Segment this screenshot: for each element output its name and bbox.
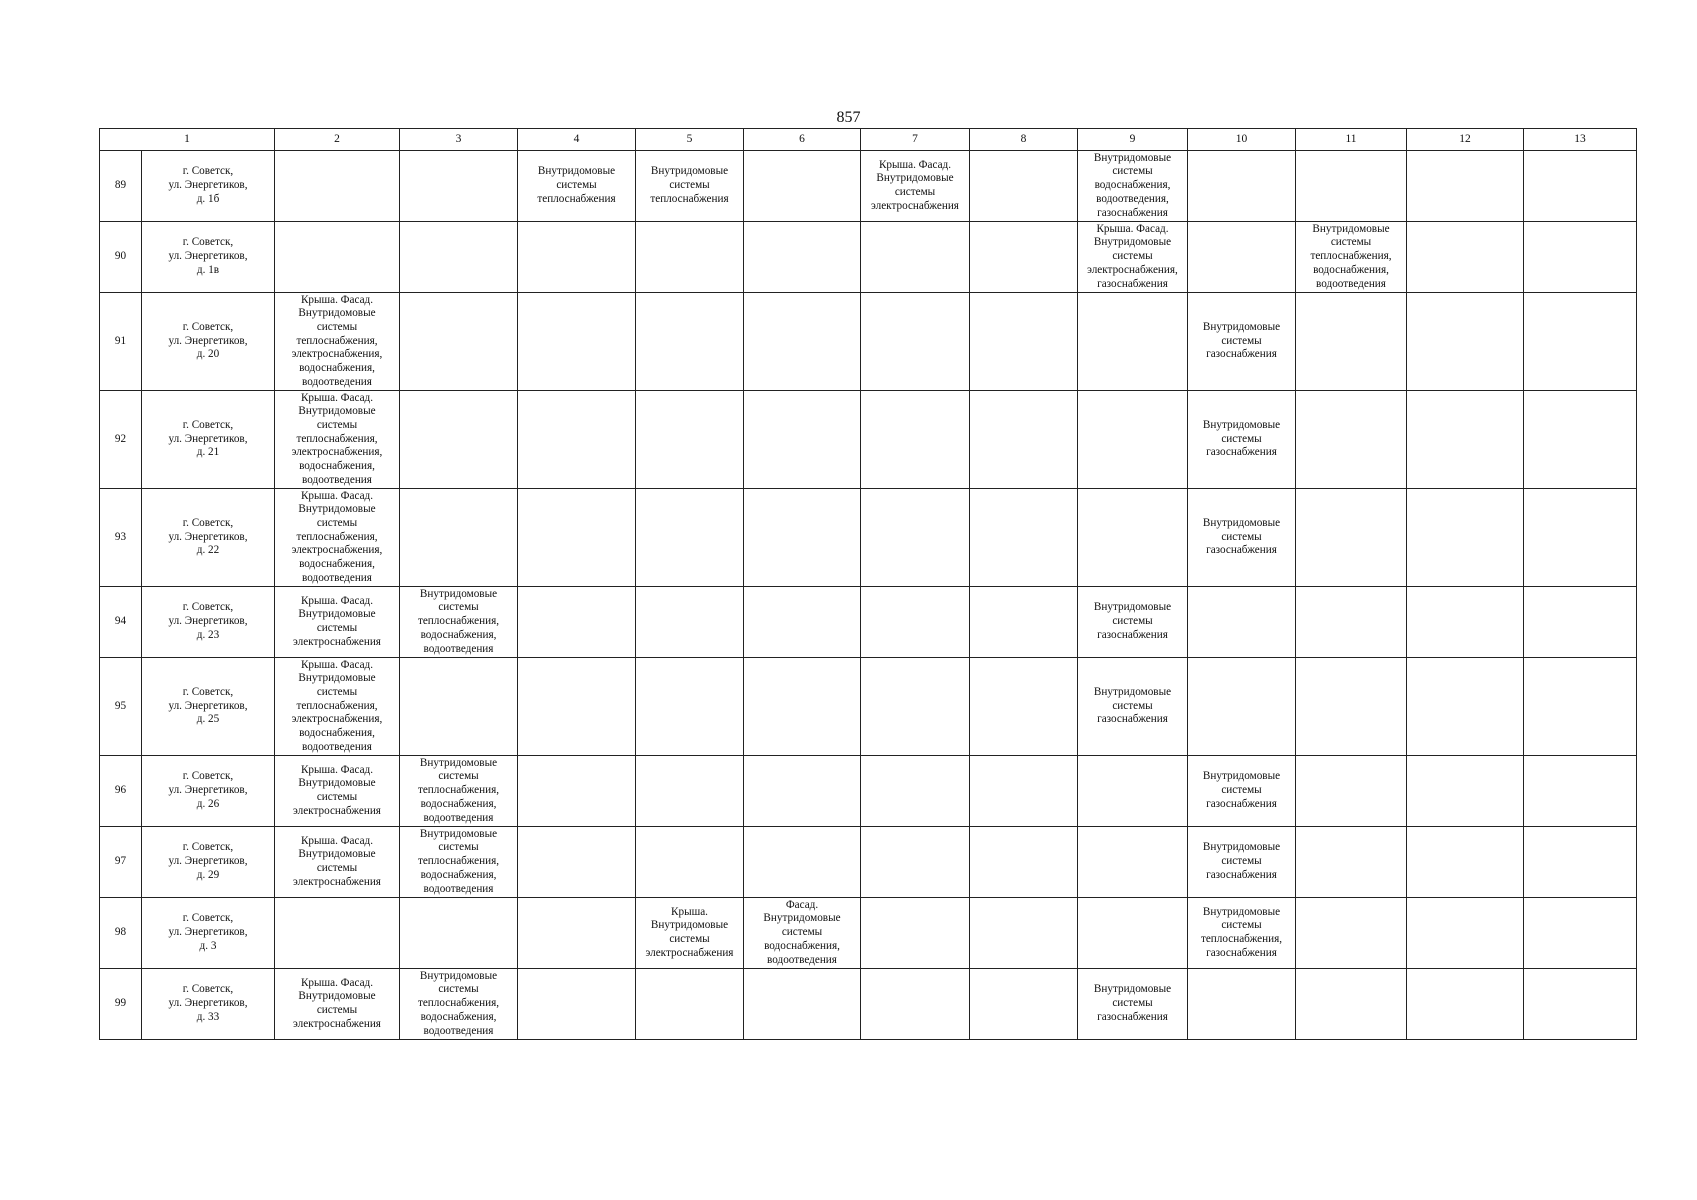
work-cell (861, 293, 970, 391)
work-cell (970, 898, 1078, 969)
work-cell (1296, 658, 1407, 756)
work-cell (1078, 827, 1188, 898)
address-cell: г. Советск, ул. Энергетиков, д. 29 (142, 827, 275, 898)
work-cell (744, 489, 861, 587)
work-cell (518, 391, 636, 489)
work-cell (1296, 587, 1407, 658)
work-cell (1296, 898, 1407, 969)
work-cell (970, 222, 1078, 293)
work-cell (1524, 969, 1637, 1040)
address-cell: г. Советск, ул. Энергетиков, д. 22 (142, 489, 275, 587)
work-cell (1524, 151, 1637, 222)
work-cell (1078, 489, 1188, 587)
work-cell: Внутридомовые системы газоснабжения (1188, 756, 1296, 827)
row-number: 91 (100, 293, 142, 391)
work-cell (861, 587, 970, 658)
address-cell: г. Советск, ул. Энергетиков, д. 1в (142, 222, 275, 293)
work-cell: Внутридомовые системы газоснабжения (1078, 969, 1188, 1040)
work-cell (970, 658, 1078, 756)
table-body (100, 151, 1637, 1040)
table-row (100, 391, 1637, 489)
work-cell: Внутридомовые системы теплоснабжения (636, 151, 744, 222)
work-cell (744, 293, 861, 391)
work-cell: Крыша. Внутридомовые системы электроснабжения (636, 898, 744, 969)
work-cell (1296, 756, 1407, 827)
work-cell (518, 827, 636, 898)
column-number: 4 (518, 129, 636, 151)
work-cell (744, 827, 861, 898)
work-cell (636, 969, 744, 1040)
work-cell (1078, 756, 1188, 827)
work-cell: Внутридомовые системы теплоснабжения, водоснабжения, водоотведения (400, 756, 518, 827)
work-cell: Крыша. Фасад. Внутридомовые системы электроснабжения (275, 756, 400, 827)
work-cell (1188, 151, 1296, 222)
work-cell (275, 222, 400, 293)
work-cell (518, 587, 636, 658)
column-number: 2 (275, 129, 400, 151)
column-number: 10 (1188, 129, 1296, 151)
row-number: 93 (100, 489, 142, 587)
work-cell: Внутридомовые системы газоснабжения (1188, 391, 1296, 489)
work-cell (861, 756, 970, 827)
work-cell: Внутридомовые системы теплоснабжения, водоснабжения, водоотведения (400, 827, 518, 898)
address-cell: г. Советск, ул. Энергетиков, д. 33 (142, 969, 275, 1040)
work-cell: Внутридомовые системы газоснабжения (1188, 827, 1296, 898)
address-cell: г. Советск, ул. Энергетиков, д. 1б (142, 151, 275, 222)
repair-schedule-table (99, 128, 1637, 1040)
work-cell (1407, 658, 1524, 756)
work-cell (1296, 391, 1407, 489)
work-cell (636, 658, 744, 756)
work-cell: Внутридомовые системы газоснабжения (1188, 293, 1296, 391)
work-cell (400, 898, 518, 969)
table-row (100, 658, 1637, 756)
table-row (100, 969, 1637, 1040)
row-number: 97 (100, 827, 142, 898)
work-cell: Внутридомовые системы теплоснабжения, газоснабжения (1188, 898, 1296, 969)
work-cell (1407, 587, 1524, 658)
work-cell (970, 827, 1078, 898)
work-cell: Крыша. Фасад. Внутридомовые системы теплоснабжения, электроснабжения, водоснабжения, водоотведения (275, 293, 400, 391)
work-cell (861, 898, 970, 969)
work-cell (1407, 898, 1524, 969)
address-cell: г. Советск, ул. Энергетиков, д. 20 (142, 293, 275, 391)
work-cell: Крыша. Фасад. Внутридомовые системы теплоснабжения, электроснабжения, водоснабжения, водоотведения (275, 391, 400, 489)
column-number: 12 (1407, 129, 1524, 151)
column-number: 11 (1296, 129, 1407, 151)
table-row (100, 756, 1637, 827)
work-cell (1407, 222, 1524, 293)
work-cell (1188, 222, 1296, 293)
work-cell (1296, 489, 1407, 587)
work-cell (400, 151, 518, 222)
work-cell: Внутридомовые системы газоснабжения (1188, 489, 1296, 587)
column-number: 13 (1524, 129, 1637, 151)
work-cell (1407, 489, 1524, 587)
work-cell (744, 587, 861, 658)
work-cell: Внутридомовые системы теплоснабжения, водоснабжения, водоотведения (400, 969, 518, 1040)
work-cell (744, 222, 861, 293)
work-cell (518, 898, 636, 969)
work-cell (1078, 898, 1188, 969)
work-cell (400, 489, 518, 587)
work-cell (400, 222, 518, 293)
row-number: 90 (100, 222, 142, 293)
work-cell (400, 391, 518, 489)
work-cell (970, 391, 1078, 489)
work-cell (636, 293, 744, 391)
work-cell (861, 827, 970, 898)
work-cell (861, 391, 970, 489)
work-cell (1524, 898, 1637, 969)
work-cell (1407, 756, 1524, 827)
work-cell (744, 969, 861, 1040)
column-number: 1 (100, 129, 275, 151)
work-cell (744, 151, 861, 222)
row-number: 92 (100, 391, 142, 489)
work-cell: Фасад. Внутридомовые системы водоснабжения, водоотведения (744, 898, 861, 969)
work-cell: Внутридомовые системы водоснабжения, водоотведения, газоснабжения (1078, 151, 1188, 222)
work-cell (970, 587, 1078, 658)
address-cell: г. Советск, ул. Энергетиков, д. 23 (142, 587, 275, 658)
column-number: 9 (1078, 129, 1188, 151)
work-cell (1524, 658, 1637, 756)
work-cell: Крыша. Фасад. Внутридомовые системы электроснабжения (275, 827, 400, 898)
address-cell: г. Советск, ул. Энергетиков, д. 21 (142, 391, 275, 489)
work-cell: Внутридомовые системы теплоснабжения (518, 151, 636, 222)
work-cell: Внутридомовые системы теплоснабжения, водоснабжения, водоотведения (400, 587, 518, 658)
table-row (100, 222, 1637, 293)
work-cell (1188, 587, 1296, 658)
work-cell: Крыша. Фасад. Внутридомовые системы теплоснабжения, электроснабжения, водоснабжения, водоотведения (275, 658, 400, 756)
work-cell (1296, 151, 1407, 222)
column-number: 5 (636, 129, 744, 151)
work-cell: Крыша. Фасад. Внутридомовые системы электроснабжения, газоснабжения (1078, 222, 1188, 293)
work-cell (636, 827, 744, 898)
work-cell (636, 391, 744, 489)
work-cell (275, 898, 400, 969)
work-cell (1407, 293, 1524, 391)
column-number: 7 (861, 129, 970, 151)
work-cell (970, 489, 1078, 587)
work-cell (1188, 658, 1296, 756)
row-number: 98 (100, 898, 142, 969)
address-cell: г. Советск, ул. Энергетиков, д. 26 (142, 756, 275, 827)
column-number: 3 (400, 129, 518, 151)
work-cell (1524, 222, 1637, 293)
work-cell (1524, 489, 1637, 587)
work-cell (518, 222, 636, 293)
work-cell (1296, 293, 1407, 391)
work-cell (744, 391, 861, 489)
work-cell: Крыша. Фасад. Внутридомовые системы электроснабжения (275, 587, 400, 658)
work-cell (970, 151, 1078, 222)
column-number-row (100, 129, 1637, 151)
work-cell (1407, 827, 1524, 898)
work-cell (518, 756, 636, 827)
work-cell (1524, 827, 1637, 898)
work-cell (1524, 391, 1637, 489)
work-cell: Крыша. Фасад. Внутридомовые системы электроснабжения (861, 151, 970, 222)
work-cell (1407, 151, 1524, 222)
work-cell: Крыша. Фасад. Внутридомовые системы электроснабжения (275, 969, 400, 1040)
table-row (100, 827, 1637, 898)
work-cell (1296, 827, 1407, 898)
column-number: 6 (744, 129, 861, 151)
work-cell (970, 293, 1078, 391)
work-cell (1524, 293, 1637, 391)
work-cell (744, 756, 861, 827)
work-cell (1296, 969, 1407, 1040)
page-number: 857 (836, 109, 861, 126)
work-cell (518, 489, 636, 587)
work-cell (861, 658, 970, 756)
address-cell: г. Советск, ул. Энергетиков, д. 3 (142, 898, 275, 969)
table-row (100, 587, 1637, 658)
work-cell (1078, 293, 1188, 391)
address-cell: г. Советск, ул. Энергетиков, д. 25 (142, 658, 275, 756)
work-cell: Внутридомовые системы газоснабжения (1078, 587, 1188, 658)
table-row (100, 151, 1637, 222)
work-cell: Крыша. Фасад. Внутридомовые системы теплоснабжения, электроснабжения, водоснабжения, водоотведения (275, 489, 400, 587)
column-number: 8 (970, 129, 1078, 151)
table-row (100, 898, 1637, 969)
row-number: 99 (100, 969, 142, 1040)
work-cell (518, 969, 636, 1040)
work-cell (1078, 391, 1188, 489)
row-number: 89 (100, 151, 142, 222)
row-number: 95 (100, 658, 142, 756)
work-cell (1524, 587, 1637, 658)
work-cell (518, 658, 636, 756)
work-cell (861, 222, 970, 293)
work-cell (636, 222, 744, 293)
work-cell (636, 756, 744, 827)
row-number: 96 (100, 756, 142, 827)
work-cell: Внутридомовые системы теплоснабжения, водоснабжения, водоотведения (1296, 222, 1407, 293)
work-cell (861, 489, 970, 587)
work-cell (1407, 391, 1524, 489)
work-cell (1407, 969, 1524, 1040)
table-row (100, 293, 1637, 391)
work-cell (1524, 756, 1637, 827)
work-cell (636, 489, 744, 587)
work-cell (636, 587, 744, 658)
work-cell (861, 969, 970, 1040)
row-number: 94 (100, 587, 142, 658)
work-cell (400, 658, 518, 756)
work-cell (970, 969, 1078, 1040)
work-cell (970, 756, 1078, 827)
work-cell: Внутридомовые системы газоснабжения (1078, 658, 1188, 756)
work-cell (518, 293, 636, 391)
work-cell (744, 658, 861, 756)
table-row (100, 489, 1637, 587)
work-cell (275, 151, 400, 222)
work-cell (1188, 969, 1296, 1040)
work-cell (400, 293, 518, 391)
